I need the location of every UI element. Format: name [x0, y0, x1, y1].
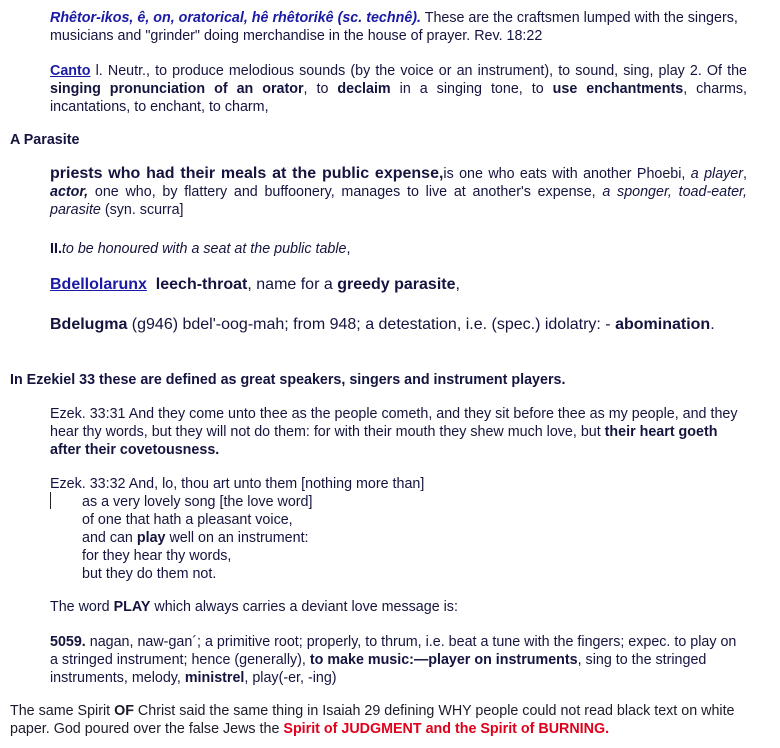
- honoured-text: ,: [346, 241, 351, 257]
- entry-parasite: [50, 165, 747, 219]
- bdelugma-text-1: (g946) bdel'-oog-mah; from 948; a detestation, i.e. (spec.) idolatry: -: [127, 316, 616, 333]
- entry-rhetorikos: [50, 9, 747, 45]
- parasite-bolditalic-1: actor,: [50, 184, 89, 200]
- ezek-33-32-line-2: as a very lovely song [the love word]: [82, 494, 313, 510]
- ezek-33-32-indented: [50, 493, 747, 583]
- ezek-33-31-bold: their heart goeth after their covetousness.: [50, 424, 718, 458]
- canto-text-2: , to: [303, 81, 338, 97]
- canto-text-1: l. Neutr., to produce melodious sounds (by the voice or an instrument), to sound, sing, play 2. Of the: [90, 63, 747, 79]
- play-bold: PLAY: [113, 599, 151, 615]
- strongs-text-2: , sing to the stringed instruments, melody,: [50, 652, 707, 686]
- heading-a-parasite: A Parasite: [10, 132, 80, 148]
- entry-rhetorikos-head: Rhêtor-ikos, ê, on, oratorical, hê rhêtorikê (sc. technê).: [50, 10, 422, 26]
- parasite-text-2: ,: [743, 166, 747, 182]
- canto-bold-3: use enchantments: [552, 81, 684, 97]
- strongs-number: 5059.: [50, 634, 86, 650]
- entry-canto: [50, 62, 747, 116]
- closing-text-2: Christ said the same thing in Isaiah 29 defining WHY people could not read black text on white paper. God poured over the false Jews the: [10, 703, 735, 737]
- bdellolarunx-bold-1: leech-throat: [155, 276, 248, 293]
- honoured-italic: to be honoured with a seat at the public table: [61, 241, 347, 257]
- bdellolarunx-text-1: , name for a: [247, 276, 338, 293]
- entry-5059: [50, 633, 747, 687]
- ezek-33-32-line-5: for they hear thy words,: [82, 548, 232, 564]
- entry-honoured: [50, 240, 747, 258]
- ezek-33-32-line-6: but they do them not.: [82, 566, 217, 582]
- bdellolarunx-link[interactable]: Bdellolarunx: [50, 276, 147, 293]
- ezek-33-32-line-1: Ezek. 33:32 And, lo, thou art unto them [nothing more than]: [50, 476, 425, 492]
- bdellolarunx-text-2: ,: [455, 276, 460, 293]
- parasite-italic-2: a sponger, toad-eater, parasite: [50, 184, 747, 218]
- entry-ezek-33-32: [50, 475, 747, 583]
- honoured-number: II.: [50, 241, 62, 257]
- bdelugma-bold-2: abomination: [615, 316, 711, 333]
- line-4-text-a: and can: [82, 530, 137, 546]
- strongs-text-1: nagan, naw-gan´; a primitive root; properly, to thrum, i.e. beat a tune with the fingers; expec. to play on a stringed instrument; hence (generally),: [50, 634, 737, 668]
- play-text-2: which always carries a deviant love message is:: [150, 599, 458, 615]
- line-4-bold: play: [136, 530, 166, 546]
- line-4-text-c: well on an instrument:: [165, 530, 309, 546]
- closing-bold: OF: [114, 703, 134, 719]
- closing-paragraph: [10, 702, 776, 738]
- ezek-33-32-line-3: of one that hath a pleasant voice,: [82, 512, 293, 528]
- ezek-33-32-line-4: [82, 529, 747, 547]
- canto-text-3: in a singing tone, to: [390, 81, 553, 97]
- entry-rhetorikos-text: These are the craftsmen lumped with the singers, musicians and "grinder" doing merchandise in the house of prayer. Rev. 18:22: [50, 10, 738, 44]
- entry-bdellolarunx: [50, 276, 747, 294]
- canto-text-4: , charms, incantations, to enchant, to charm,: [50, 81, 747, 115]
- canto-bold-1: singing pronunciation of an orator: [50, 81, 304, 97]
- canto-bold-2: declaim: [337, 81, 391, 97]
- bdelugma-bold-1: Bdelugma: [50, 316, 128, 333]
- entry-word-play: [50, 598, 747, 616]
- canto-link[interactable]: Canto: [50, 63, 91, 79]
- heading-ezekiel: In Ezekiel 33 these are defined as great speakers, singers and instrument players.: [10, 372, 566, 388]
- entry-ezek-33-31: [50, 405, 747, 459]
- ezek-33-31-text: Ezek. 33:31 And they come unto thee as the people cometh, and they sit before thee as my people, and they hear thy words, but they will not do them: for with their mouth they shew much love, but: [50, 406, 738, 440]
- entry-bdelugma: [50, 314, 747, 335]
- strongs-bold-3: ministrel: [184, 670, 245, 686]
- parasite-italic-1: a player: [690, 166, 744, 182]
- strongs-bold-2: to make music:—player on instruments: [309, 652, 578, 668]
- text-cursor: [50, 492, 51, 509]
- bdelugma-text-2: .: [710, 316, 715, 333]
- closing-red-text: Spirit of JUDGMENT and the Spirit of BURNING.: [283, 721, 610, 737]
- parasite-text-3: one who, by flattery and buffoonery, manages to live at another's expense,: [88, 184, 603, 200]
- closing-text-1: The same Spirit: [10, 703, 115, 719]
- parasite-bold-1: priests who had their meals at the public expense,: [50, 165, 444, 182]
- play-text-1: The word: [50, 599, 114, 615]
- parasite-text-4: (syn. scurra]: [100, 202, 184, 218]
- strongs-text-3: , play(-er, -ing): [244, 670, 337, 686]
- bdellolarunx-bold-2: greedy parasite: [337, 276, 456, 293]
- parasite-text-1: is one who eats with another Phoebi,: [443, 166, 691, 182]
